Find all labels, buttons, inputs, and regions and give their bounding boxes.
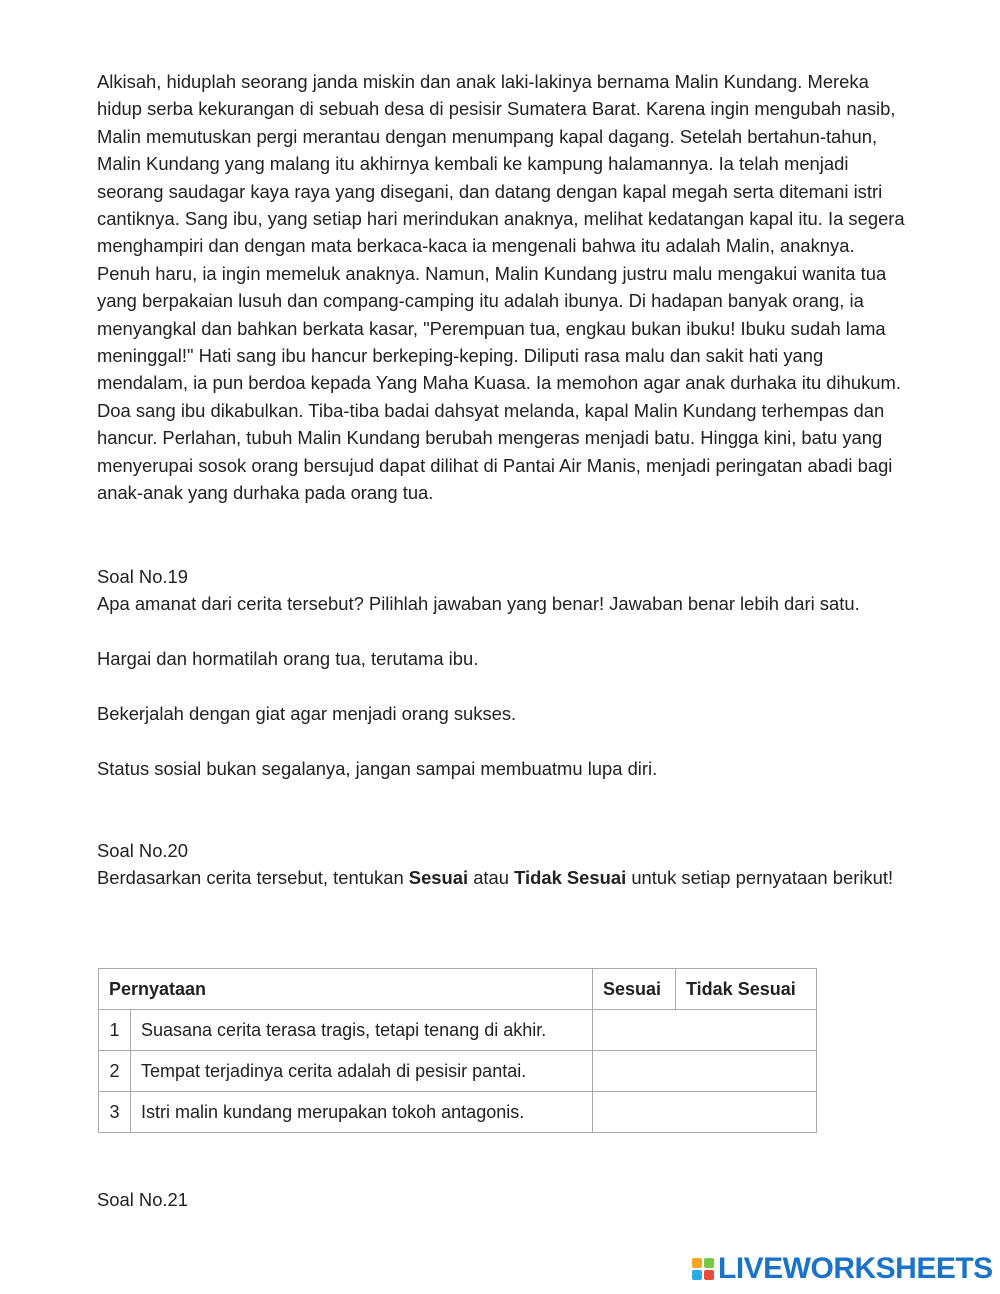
logo-block — [704, 1258, 714, 1268]
logo-block — [704, 1270, 714, 1280]
answer-dropzone-1[interactable] — [593, 1010, 817, 1051]
q19-title: Soal No.19 — [97, 566, 188, 587]
row-number: 3 — [99, 1092, 131, 1133]
q19-option-3[interactable]: Status sosial bukan segalanya, jangan sampai membuatmu lupa diri. — [97, 758, 658, 779]
answer-dropzone-3[interactable] — [593, 1092, 817, 1133]
header-sesuai: Sesuai — [593, 969, 676, 1010]
header-pernyataan: Pernyataan — [99, 969, 593, 1010]
story-text: Alkisah, hiduplah seorang janda miskin dan anak laki-lakinya bernama Malin Kundang. Mereka hidup serba kekurangan di sebuah desa di pesisir Sumatera Barat. Karena ingin mengubah nasib, Malin memutuskan pergi merantau dengan menumpang kapal dagang. Setelah bertahun-tahun, Malin Kundang yang malang itu akhirnya kembali ke kampung halamannya. Ia telah menjadi seorang saudagar kaya raya yang disegani, dan datang dengan kapal megah serta ditemani istri cantiknya. Sang ibu, yang setiap hari merindukan anaknya, melihat kedatangan kapal itu. Ia segera menghampiri dan dengan mata berkaca-kaca ia mengenali bahwa itu adalah Malin, anaknya. Penuh haru, ia ingin memeluk anaknya. Namun, Malin Kundang justru malu mengakui wanita tua yang berpakaian lusuh dan compang-camping itu adalah ibunya. Di hadapan banyak orang, ia menyangkal dan bahkan berkata kasar, "Perempuan tua, engkau bukan ibuku! Ibuku sudah lama meninggal!" Hati sang ibu hancur berkeping-keping. Diliputi rasa malu dan sakit hati yang mendalam, ia pun berdoa kepada Yang Maha Kuasa. Ia memohon agar anak durhaka itu dihukum. Doa sang ibu dikabulkan. Tiba-tiba badai dahsyat melanda, kapal Malin Kundang terhempas dan hancur. Perlahan, tubuh Malin Kundang berubah mengeras menjadi batu. Hingga kini, batu yang menyerupai sosok orang bersujud dapat dilihat di Pantai Air Manis, menjadi peringatan abadi bagi anak-anak yang durhaka pada orang tua. — [97, 71, 905, 504]
row-statement: Istri malin kundang merupakan tokoh antagonis. — [131, 1092, 593, 1133]
table-row — [99, 1051, 817, 1092]
row-number: 2 — [99, 1051, 131, 1092]
q20-instruction-pre: Berdasarkan cerita tersebut, tentukan — [97, 867, 409, 888]
liveworksheets-logo — [692, 1252, 993, 1286]
q20-instruction-mid: atau — [468, 867, 515, 888]
logo-blocks-icon — [692, 1258, 714, 1280]
row-number: 1 — [99, 1010, 131, 1051]
q19-option-2[interactable]: Bekerjalah dengan giat agar menjadi orang sukses. — [97, 703, 517, 724]
row-statement: Tempat terjadinya cerita adalah di pesisir pantai. — [131, 1051, 593, 1092]
q20-instruction-post: untuk setiap pernyataan berikut! — [626, 867, 894, 888]
q20-instruction-bold-sesuai: Sesuai — [408, 867, 469, 888]
table-row — [99, 1092, 817, 1133]
header-tidak-sesuai: Tidak Sesuai — [676, 969, 817, 1010]
logo-block — [692, 1258, 702, 1268]
table-header-row — [99, 969, 817, 1010]
row-statement: Suasana cerita terasa tragis, tetapi tenang di akhir. — [131, 1010, 593, 1051]
logo-block — [692, 1270, 702, 1280]
q20-title: Soal No.20 — [97, 840, 188, 861]
answer-dropzone-2[interactable] — [593, 1051, 817, 1092]
q19-question: Apa amanat dari cerita tersebut? Pilihlah jawaban yang benar! Jawaban benar lebih dari satu. — [97, 593, 860, 614]
q21-title: Soal No.21 — [97, 1189, 188, 1210]
table-row — [99, 1010, 817, 1051]
logo-text: LIVEWORKSHEETS — [718, 1252, 993, 1285]
q19-option-1[interactable]: Hargai dan hormatilah orang tua, terutama ibu. — [97, 648, 479, 669]
statements-table — [98, 968, 817, 1133]
q20-instruction — [97, 864, 897, 891]
q20-instruction-bold-tidak-sesuai: Tidak Sesuai — [514, 867, 627, 888]
